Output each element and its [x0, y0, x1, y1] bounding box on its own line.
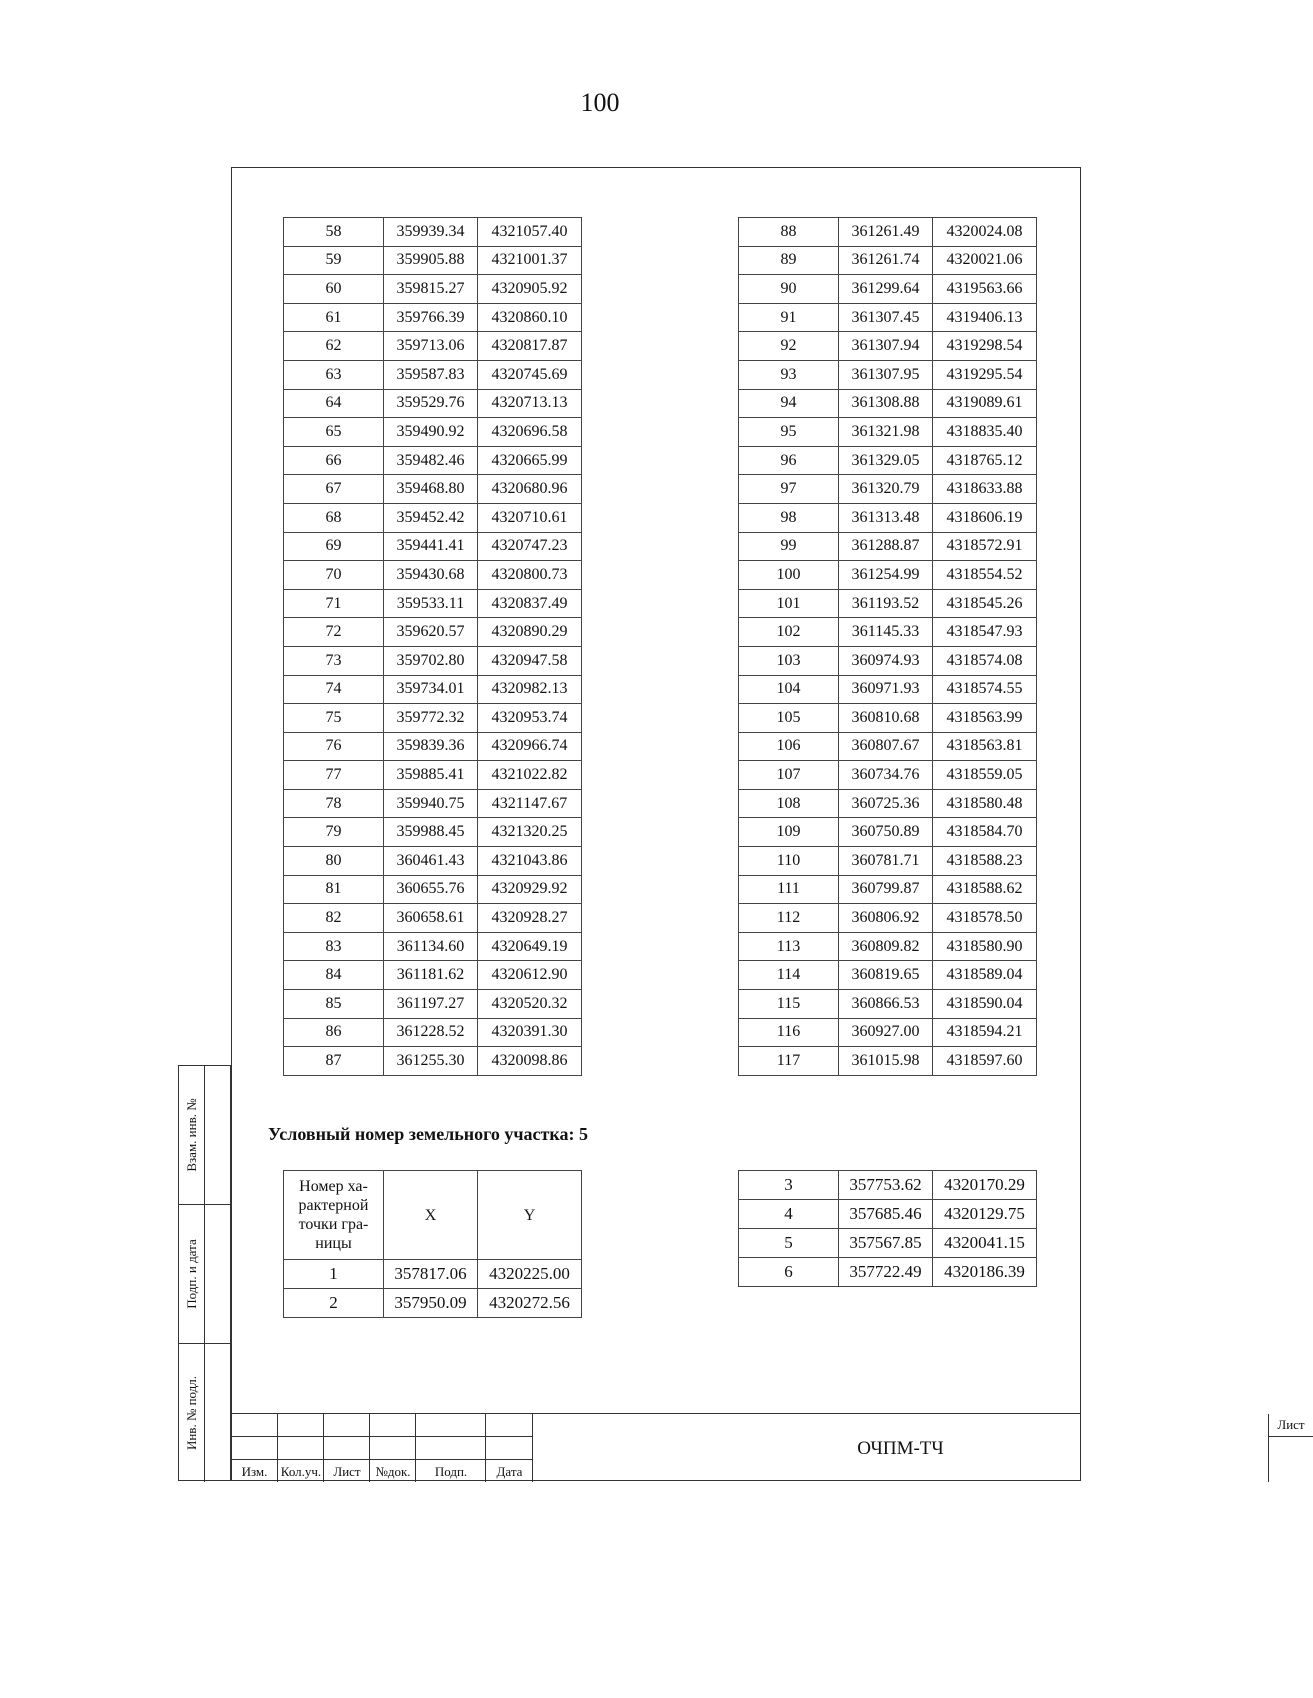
x-coordinate-cell: 357685.46 — [839, 1200, 933, 1229]
side-cell-original-inventory — [179, 1344, 230, 1482]
table-row — [284, 503, 582, 532]
point-number-cell: 111 — [739, 875, 839, 904]
plot-table-right — [738, 1170, 1037, 1287]
point-number-cell: 109 — [739, 818, 839, 847]
table-row — [284, 589, 582, 618]
table-row — [284, 932, 582, 961]
y-coordinate-cell: 4320391.30 — [478, 1018, 582, 1047]
x-coordinate-cell: 361308.88 — [839, 389, 933, 418]
point-number-cell: 107 — [739, 761, 839, 790]
y-coordinate-cell: 4320024.08 — [933, 218, 1037, 247]
table-row — [739, 847, 1037, 876]
y-coordinate-cell: 4318578.50 — [933, 904, 1037, 933]
point-number-cell: 105 — [739, 704, 839, 733]
table-row — [739, 332, 1037, 361]
table-row — [739, 646, 1037, 675]
point-number-cell: 100 — [739, 561, 839, 590]
sheet-label: Лист — [1269, 1414, 1313, 1437]
table-row — [739, 446, 1037, 475]
point-number-cell: 98 — [739, 503, 839, 532]
x-coordinate-cell: 361145.33 — [839, 618, 933, 647]
x-coordinate-cell: 357567.85 — [839, 1229, 933, 1258]
stamp-column-label: Лист — [333, 1464, 361, 1479]
x-coordinate-cell: 359468.80 — [384, 475, 478, 504]
table-row — [284, 847, 582, 876]
point-number-cell: 87 — [284, 1047, 384, 1076]
table-row — [739, 675, 1037, 704]
header-y: Y — [478, 1171, 582, 1260]
side-label: Подп. и дата — [183, 1239, 199, 1309]
y-coordinate-cell: 4318588.62 — [933, 875, 1037, 904]
table-row — [284, 446, 582, 475]
y-coordinate-cell: 4320696.58 — [478, 418, 582, 447]
table-row — [284, 732, 582, 761]
x-coordinate-cell: 360799.87 — [839, 875, 933, 904]
y-coordinate-cell: 4318574.55 — [933, 675, 1037, 704]
y-coordinate-cell: 4320170.29 — [933, 1171, 1037, 1200]
y-coordinate-cell: 4321147.67 — [478, 789, 582, 818]
table-row — [284, 475, 582, 504]
coordinates-table-right — [738, 217, 1037, 1076]
x-coordinate-cell: 359490.92 — [384, 418, 478, 447]
y-coordinate-cell: 4318545.26 — [933, 589, 1037, 618]
y-coordinate-cell: 4318580.48 — [933, 789, 1037, 818]
point-number-cell: 110 — [739, 847, 839, 876]
y-coordinate-cell: 4318574.08 — [933, 646, 1037, 675]
x-coordinate-cell: 361193.52 — [839, 589, 933, 618]
point-number-cell: 78 — [284, 789, 384, 818]
y-coordinate-cell: 4320186.39 — [933, 1258, 1037, 1287]
table-row — [739, 932, 1037, 961]
y-coordinate-cell: 4320947.58 — [478, 646, 582, 675]
point-number-cell: 115 — [739, 990, 839, 1019]
point-number-cell: 71 — [284, 589, 384, 618]
table-row — [739, 618, 1037, 647]
table-row — [284, 218, 582, 247]
y-coordinate-cell: 4320953.74 — [478, 704, 582, 733]
table-row — [284, 303, 582, 332]
x-coordinate-cell: 359772.32 — [384, 704, 478, 733]
point-number-cell: 79 — [284, 818, 384, 847]
x-coordinate-cell: 357753.62 — [839, 1171, 933, 1200]
x-coordinate-cell: 360866.53 — [839, 990, 933, 1019]
table-row — [739, 303, 1037, 332]
y-coordinate-cell: 4320225.00 — [478, 1260, 582, 1289]
revision-grid — [231, 1414, 533, 1482]
document-code: ОЧПМ-ТЧ — [857, 1438, 944, 1459]
x-coordinate-cell: 361313.48 — [839, 503, 933, 532]
y-coordinate-cell: 4320713.13 — [478, 389, 582, 418]
y-coordinate-cell: 4320929.92 — [478, 875, 582, 904]
point-number-cell: 90 — [739, 275, 839, 304]
point-number-cell: 106 — [739, 732, 839, 761]
x-coordinate-cell: 359905.88 — [384, 246, 478, 275]
point-number-cell: 96 — [739, 446, 839, 475]
y-coordinate-cell: 4320272.56 — [478, 1289, 582, 1318]
table-row — [739, 418, 1037, 447]
x-coordinate-cell: 360781.71 — [839, 847, 933, 876]
title-block — [231, 1413, 1305, 1482]
x-coordinate-cell: 361261.49 — [839, 218, 933, 247]
point-number-cell: 58 — [284, 218, 384, 247]
table-row — [284, 1047, 582, 1076]
x-coordinate-cell: 359441.41 — [384, 532, 478, 561]
x-coordinate-cell: 359939.34 — [384, 218, 478, 247]
y-coordinate-cell: 4320649.19 — [478, 932, 582, 961]
stamp-column-label: Изм. — [241, 1464, 268, 1479]
y-coordinate-cell: 4320612.90 — [478, 961, 582, 990]
table-row — [739, 1018, 1037, 1047]
x-coordinate-cell: 359940.75 — [384, 789, 478, 818]
point-number-cell: 83 — [284, 932, 384, 961]
x-coordinate-cell: 359533.11 — [384, 589, 478, 618]
table-row — [739, 275, 1037, 304]
table-row — [739, 818, 1037, 847]
x-coordinate-cell: 360655.76 — [384, 875, 478, 904]
point-number-cell: 80 — [284, 847, 384, 876]
table-row — [739, 218, 1037, 247]
header-point-number: Номер ха- рактерной точки гра- ницы — [284, 1171, 384, 1260]
point-number-cell: 68 — [284, 503, 384, 532]
point-number-cell: 72 — [284, 618, 384, 647]
point-number-cell: 67 — [284, 475, 384, 504]
y-coordinate-cell: 4320800.73 — [478, 561, 582, 590]
point-number-cell: 88 — [739, 218, 839, 247]
point-number-cell: 82 — [284, 904, 384, 933]
x-coordinate-cell: 361307.45 — [839, 303, 933, 332]
x-coordinate-cell: 360750.89 — [839, 818, 933, 847]
table-row — [739, 732, 1037, 761]
y-coordinate-cell: 4320680.96 — [478, 475, 582, 504]
x-coordinate-cell: 359452.42 — [384, 503, 478, 532]
x-coordinate-cell: 359587.83 — [384, 360, 478, 389]
table-row — [284, 618, 582, 647]
table-row — [284, 532, 582, 561]
table-row — [284, 961, 582, 990]
table-row — [739, 475, 1037, 504]
y-coordinate-cell: 4318584.70 — [933, 818, 1037, 847]
point-number-cell: 60 — [284, 275, 384, 304]
point-number-cell: 70 — [284, 561, 384, 590]
y-coordinate-cell: 4319563.66 — [933, 275, 1037, 304]
table-row — [739, 246, 1037, 275]
point-number-cell: 65 — [284, 418, 384, 447]
y-coordinate-cell: 4320665.99 — [478, 446, 582, 475]
point-number-cell: 108 — [739, 789, 839, 818]
x-coordinate-cell: 361015.98 — [839, 1047, 933, 1076]
point-number-cell: 99 — [739, 532, 839, 561]
x-coordinate-cell: 359529.76 — [384, 389, 478, 418]
table-row — [284, 360, 582, 389]
x-coordinate-cell: 360734.76 — [839, 761, 933, 790]
x-coordinate-cell: 361321.98 — [839, 418, 933, 447]
table-row — [739, 1258, 1037, 1287]
x-coordinate-cell: 359430.68 — [384, 561, 478, 590]
point-number-cell: 117 — [739, 1047, 839, 1076]
point-number-cell: 85 — [284, 990, 384, 1019]
table-row — [284, 389, 582, 418]
y-coordinate-cell: 4320520.32 — [478, 990, 582, 1019]
side-cell-replacement — [179, 1066, 230, 1205]
table-row — [284, 332, 582, 361]
y-coordinate-cell: 4320710.61 — [478, 503, 582, 532]
point-number-cell: 6 — [739, 1258, 839, 1287]
point-number-cell: 94 — [739, 389, 839, 418]
y-coordinate-cell: 4318572.91 — [933, 532, 1037, 561]
point-number-cell: 3 — [739, 1171, 839, 1200]
x-coordinate-cell: 361299.64 — [839, 275, 933, 304]
point-number-cell: 63 — [284, 360, 384, 389]
x-coordinate-cell: 360806.92 — [839, 904, 933, 933]
header-x: X — [384, 1171, 478, 1260]
x-coordinate-cell: 360927.00 — [839, 1018, 933, 1047]
y-coordinate-cell: 4320860.10 — [478, 303, 582, 332]
x-coordinate-cell: 359620.57 — [384, 618, 478, 647]
page-number: 100 — [580, 88, 620, 117]
stamp-column-label: Подп. — [434, 1464, 468, 1479]
y-coordinate-cell: 4318588.23 — [933, 847, 1037, 876]
x-coordinate-cell: 361134.60 — [384, 932, 478, 961]
point-number-cell: 69 — [284, 532, 384, 561]
table-row — [739, 990, 1037, 1019]
table-row — [284, 990, 582, 1019]
point-number-cell: 101 — [739, 589, 839, 618]
y-coordinate-cell: 4318594.21 — [933, 1018, 1037, 1047]
point-number-cell: 66 — [284, 446, 384, 475]
point-number-cell: 91 — [739, 303, 839, 332]
point-number-cell: 89 — [739, 246, 839, 275]
point-number-cell: 97 — [739, 475, 839, 504]
point-number-cell: 113 — [739, 932, 839, 961]
y-coordinate-cell: 4318563.81 — [933, 732, 1037, 761]
y-coordinate-cell: 4320982.13 — [478, 675, 582, 704]
y-coordinate-cell: 4318589.04 — [933, 961, 1037, 990]
x-coordinate-cell: 361181.62 — [384, 961, 478, 990]
x-coordinate-cell: 359839.36 — [384, 732, 478, 761]
point-number-cell: 95 — [739, 418, 839, 447]
table-row — [284, 246, 582, 275]
point-number-cell: 74 — [284, 675, 384, 704]
x-coordinate-cell: 360658.61 — [384, 904, 478, 933]
y-coordinate-cell: 4320745.69 — [478, 360, 582, 389]
y-coordinate-cell: 4318765.12 — [933, 446, 1037, 475]
x-coordinate-cell: 361307.94 — [839, 332, 933, 361]
y-coordinate-cell: 4320021.06 — [933, 246, 1037, 275]
table-row — [284, 818, 582, 847]
table-row — [284, 761, 582, 790]
table-row — [739, 561, 1037, 590]
table-row — [284, 646, 582, 675]
y-coordinate-cell: 4318835.40 — [933, 418, 1037, 447]
x-coordinate-cell: 357950.09 — [384, 1289, 478, 1318]
y-coordinate-cell: 4318580.90 — [933, 932, 1037, 961]
table-row — [284, 1018, 582, 1047]
x-coordinate-cell: 359713.06 — [384, 332, 478, 361]
point-number-cell: 4 — [739, 1200, 839, 1229]
y-coordinate-cell: 4319298.54 — [933, 332, 1037, 361]
table-row — [739, 1171, 1037, 1200]
y-coordinate-cell: 4319295.54 — [933, 360, 1037, 389]
x-coordinate-cell: 361255.30 — [384, 1047, 478, 1076]
point-number-cell: 62 — [284, 332, 384, 361]
x-coordinate-cell: 360819.65 — [839, 961, 933, 990]
x-coordinate-cell: 361329.05 — [839, 446, 933, 475]
table-header-row — [284, 1171, 582, 1260]
y-coordinate-cell: 4320747.23 — [478, 532, 582, 561]
x-coordinate-cell: 359988.45 — [384, 818, 478, 847]
point-number-cell: 76 — [284, 732, 384, 761]
point-number-cell: 103 — [739, 646, 839, 675]
table-row — [739, 1200, 1037, 1229]
point-number-cell: 102 — [739, 618, 839, 647]
x-coordinate-cell: 360809.82 — [839, 932, 933, 961]
x-coordinate-cell: 359815.27 — [384, 275, 478, 304]
x-coordinate-cell: 360807.67 — [839, 732, 933, 761]
y-coordinate-cell: 4320817.87 — [478, 332, 582, 361]
x-coordinate-cell: 357817.06 — [384, 1260, 478, 1289]
point-number-cell: 61 — [284, 303, 384, 332]
x-coordinate-cell: 361288.87 — [839, 532, 933, 561]
x-coordinate-cell: 361228.52 — [384, 1018, 478, 1047]
y-coordinate-cell: 4320837.49 — [478, 589, 582, 618]
y-coordinate-cell: 4320041.15 — [933, 1229, 1037, 1258]
point-number-cell: 5 — [739, 1229, 839, 1258]
x-coordinate-cell: 360461.43 — [384, 847, 478, 876]
table-row — [739, 589, 1037, 618]
y-coordinate-cell: 4318633.88 — [933, 475, 1037, 504]
table-row — [739, 503, 1037, 532]
point-number-cell: 93 — [739, 360, 839, 389]
point-number-cell: 77 — [284, 761, 384, 790]
y-coordinate-cell: 4321320.25 — [478, 818, 582, 847]
x-coordinate-cell: 360810.68 — [839, 704, 933, 733]
table-row — [739, 360, 1037, 389]
y-coordinate-cell: 4320928.27 — [478, 904, 582, 933]
table-row — [284, 704, 582, 733]
y-coordinate-cell: 4318554.52 — [933, 561, 1037, 590]
point-number-cell: 64 — [284, 389, 384, 418]
y-coordinate-cell: 4318563.99 — [933, 704, 1037, 733]
x-coordinate-cell: 361307.95 — [839, 360, 933, 389]
table-row — [739, 789, 1037, 818]
y-coordinate-cell: 4319089.61 — [933, 389, 1037, 418]
y-coordinate-cell: 4318559.05 — [933, 761, 1037, 790]
coordinates-table-left — [283, 217, 582, 1076]
x-coordinate-cell: 360725.36 — [839, 789, 933, 818]
stamp-column-label: №док. — [375, 1464, 411, 1479]
table-row — [739, 904, 1037, 933]
x-coordinate-cell: 361254.99 — [839, 561, 933, 590]
table-row — [739, 389, 1037, 418]
table-row — [284, 275, 582, 304]
side-approval-strip — [178, 1065, 231, 1481]
y-coordinate-cell: 4318547.93 — [933, 618, 1037, 647]
stamp-column-label: Дата — [496, 1464, 523, 1479]
table-row — [739, 532, 1037, 561]
point-number-cell: 84 — [284, 961, 384, 990]
y-coordinate-cell: 4318606.19 — [933, 503, 1037, 532]
table-row — [284, 1260, 582, 1289]
point-number-cell: 81 — [284, 875, 384, 904]
point-number-cell: 104 — [739, 675, 839, 704]
y-coordinate-cell: 4318597.60 — [933, 1047, 1037, 1076]
table-row — [739, 1229, 1037, 1258]
table-row — [284, 1289, 582, 1318]
table-row — [739, 704, 1037, 733]
y-coordinate-cell: 4320890.29 — [478, 618, 582, 647]
point-number-cell: 59 — [284, 246, 384, 275]
table-row — [739, 875, 1037, 904]
section-title: Условный номер земельного участка: 5 — [268, 1124, 588, 1144]
y-coordinate-cell: 4318590.04 — [933, 990, 1037, 1019]
sheet-number-box — [1268, 1414, 1313, 1482]
x-coordinate-cell: 361197.27 — [384, 990, 478, 1019]
side-label: Инв. № подл. — [183, 1375, 199, 1451]
x-coordinate-cell: 357722.49 — [839, 1258, 933, 1287]
y-coordinate-cell: 4321057.40 — [478, 218, 582, 247]
x-coordinate-cell: 359482.46 — [384, 446, 478, 475]
point-number-cell: 73 — [284, 646, 384, 675]
x-coordinate-cell: 359766.39 — [384, 303, 478, 332]
table-row — [284, 904, 582, 933]
x-coordinate-cell: 359702.80 — [384, 646, 478, 675]
table-row — [284, 789, 582, 818]
y-coordinate-cell: 4321001.37 — [478, 246, 582, 275]
y-coordinate-cell: 4320905.92 — [478, 275, 582, 304]
table-row — [284, 875, 582, 904]
x-coordinate-cell: 359885.41 — [384, 761, 478, 790]
point-number-cell: 114 — [739, 961, 839, 990]
x-coordinate-cell: 359734.01 — [384, 675, 478, 704]
y-coordinate-cell: 4321022.82 — [478, 761, 582, 790]
table-row — [284, 418, 582, 447]
x-coordinate-cell: 361261.74 — [839, 246, 933, 275]
x-coordinate-cell: 360974.93 — [839, 646, 933, 675]
y-coordinate-cell: 4320966.74 — [478, 732, 582, 761]
point-number-cell: 92 — [739, 332, 839, 361]
side-cell-signature-date — [179, 1205, 230, 1344]
table-row — [739, 961, 1037, 990]
y-coordinate-cell: 4320098.86 — [478, 1047, 582, 1076]
stamp-column-label: Кол.уч. — [280, 1464, 322, 1479]
y-coordinate-cell: 4319406.13 — [933, 303, 1037, 332]
point-number-cell: 75 — [284, 704, 384, 733]
x-coordinate-cell: 360971.93 — [839, 675, 933, 704]
side-label: Взам. инв. № — [183, 1098, 199, 1172]
table-row — [284, 675, 582, 704]
y-coordinate-cell: 4320129.75 — [933, 1200, 1037, 1229]
y-coordinate-cell: 4321043.86 — [478, 847, 582, 876]
x-coordinate-cell: 361320.79 — [839, 475, 933, 504]
point-number-cell: 86 — [284, 1018, 384, 1047]
table-row — [739, 761, 1037, 790]
point-number-cell: 1 — [284, 1260, 384, 1289]
table-row — [739, 1047, 1037, 1076]
plot-table-left — [283, 1170, 582, 1318]
point-number-cell: 2 — [284, 1289, 384, 1318]
point-number-cell: 112 — [739, 904, 839, 933]
table-row — [284, 561, 582, 590]
point-number-cell: 116 — [739, 1018, 839, 1047]
